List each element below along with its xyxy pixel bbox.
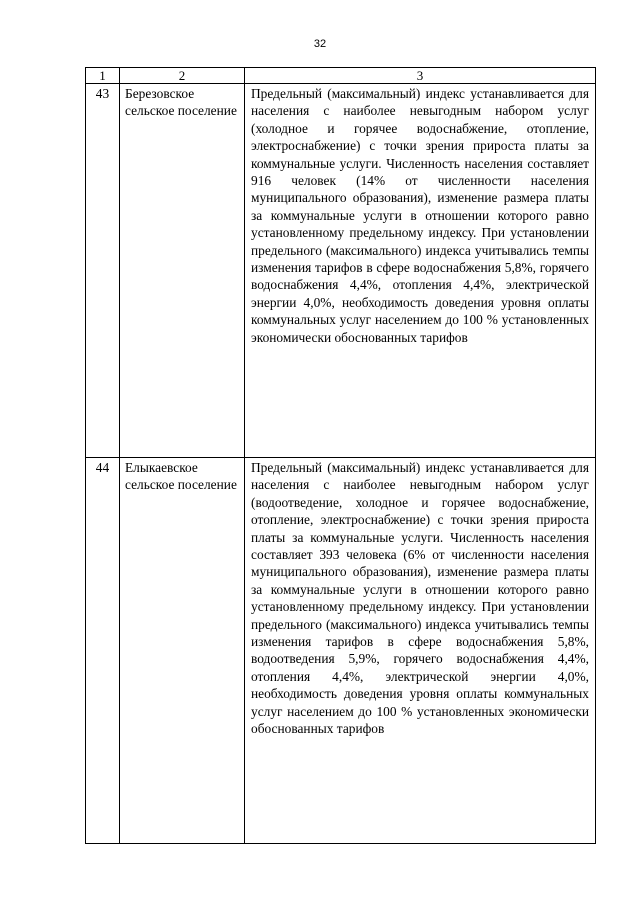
settlement-name: Елыкаевское сельское поселение — [120, 458, 245, 844]
index-description: Предельный (максимальный) индекс устанавливается для населения с наиболее невыгодным набором услуг (водоотведение, холодное и горячее водоснабжение, отопление, электроснабжение) с точки зрения прироста платы за коммунальные услуги. Численность населения составляет 393 человека (6% от численности населения муниципального образования), изменение размера платы за коммунальные услуги в отношении которого равно установленному предельному индексу. При установлении предельного (максимального) индекса учитывались темпы изменения тарифов в сфере водоснабжения 5,8%, водоотведения 5,9%, горячего водоснабжения 4,4%, отопления 4,4%, электрической энергии 4,0%, необходимость доведения уровня оплаты коммунальных услуг населением до 100 % установленных экономически обоснованных тарифов — [245, 458, 596, 844]
column-header-3: 3 — [245, 68, 596, 84]
column-header-1: 1 — [86, 68, 120, 84]
row-number: 43 — [86, 84, 120, 458]
row-number: 44 — [86, 458, 120, 844]
index-description: Предельный (максимальный) индекс устанавливается для населения с наиболее невыгодным набором услуг (холодное и горячее водоснабжение, отопление, электроснабжение) с точки зрения прироста платы за коммунальные услуги. Численность населения составляет 916 человек (14% от численности населения муниципального образования), изменение размера платы за коммунальные услуги в отношении которого равно установленному предельному индексу. При установлении предельного (максимального) индекса учитывались темпы изменения тарифов в сфере водоснабжения 5,8%, горячего водоснабжения 4,4%, отопления 4,4%, электрической энергии 4,0%, необходимость доведения уровня оплаты коммунальных услуг населением до 100 % установленных экономически обоснованных тарифов — [245, 84, 596, 458]
document-table — [85, 67, 596, 844]
table-row — [86, 84, 596, 458]
table-row — [86, 458, 596, 844]
page-number: 32 — [313, 38, 327, 50]
settlement-name: Березовское сельское поселение — [120, 84, 245, 458]
table-header-row — [86, 68, 596, 84]
column-header-2: 2 — [120, 68, 245, 84]
